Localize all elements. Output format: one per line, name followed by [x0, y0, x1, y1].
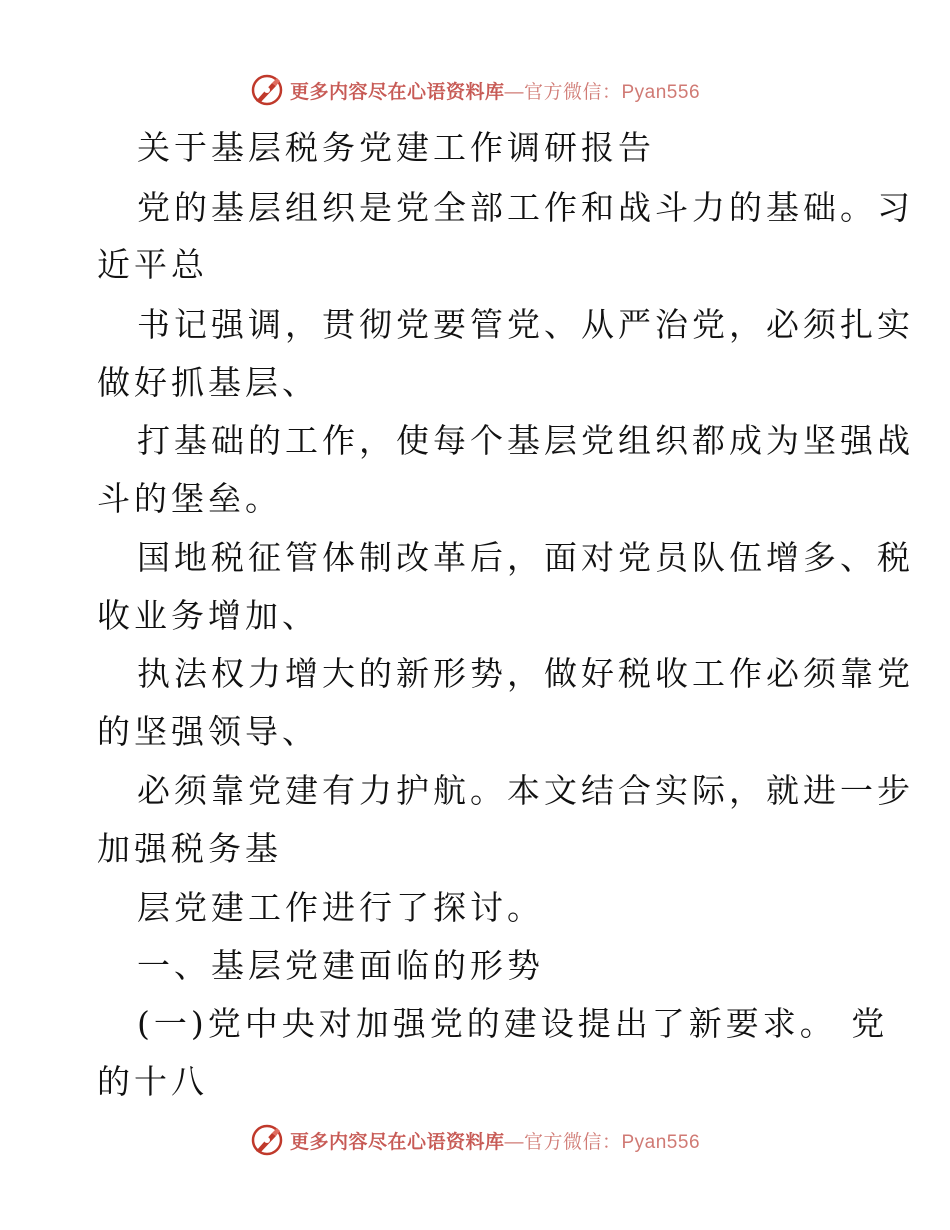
section-heading: 一、基层党建面临的形势: [137, 946, 544, 985]
paragraph-line: 必须靠党建有力护航。本文结合实际，就进一步: [137, 771, 914, 810]
banner-text: [290, 1127, 700, 1154]
banner-lead-text: 更多内容尽在心语资料库: [289, 81, 505, 103]
paragraph-line: 近平总: [97, 245, 208, 284]
paragraph-line: 党的基层组织是党全部工作和战斗力的基础。习: [137, 188, 914, 227]
paragraph-line: 执法权力增大的新形势，做好税收工作必须靠党: [137, 654, 914, 693]
banner-wechat-text: —官方微信：Pyan556: [504, 81, 701, 103]
paragraph-line: 打基础的工作，使每个基层党组织都成为坚强战: [137, 421, 914, 460]
paragraph-line: 国地税征管体制改革后，面对党员队伍增多、税: [137, 538, 914, 577]
paragraph-line: 层党建工作进行了探讨。: [137, 888, 544, 927]
paragraph-line: 的坚强领导、: [97, 712, 319, 751]
banner-text: [290, 77, 700, 104]
banner-lead-text: 更多内容尽在心语资料库: [289, 1131, 505, 1153]
pen-logo-icon: [250, 1123, 284, 1157]
footer-banner: [0, 1118, 950, 1162]
banner-wechat-text: —官方微信：Pyan556: [504, 1131, 701, 1153]
document-title: 关于基层税务党建工作调研报告: [137, 128, 655, 167]
paragraph-line: 收业务增加、: [97, 596, 319, 635]
header-banner: [0, 68, 950, 112]
paragraph-line: 加强税务基: [97, 829, 282, 868]
paragraph-line: 斗的堡垒。: [97, 479, 282, 518]
paragraph-line: 做好抓基层、: [97, 363, 319, 402]
paragraph-line: 的十八: [97, 1062, 208, 1101]
subsection-heading: (一)党中央对加强党的建设提出了新要求。 党: [137, 1004, 889, 1043]
paragraph-line: 书记强调，贯彻党要管党、从严治党，必须扎实: [137, 305, 914, 344]
pen-logo-icon: [250, 73, 284, 107]
